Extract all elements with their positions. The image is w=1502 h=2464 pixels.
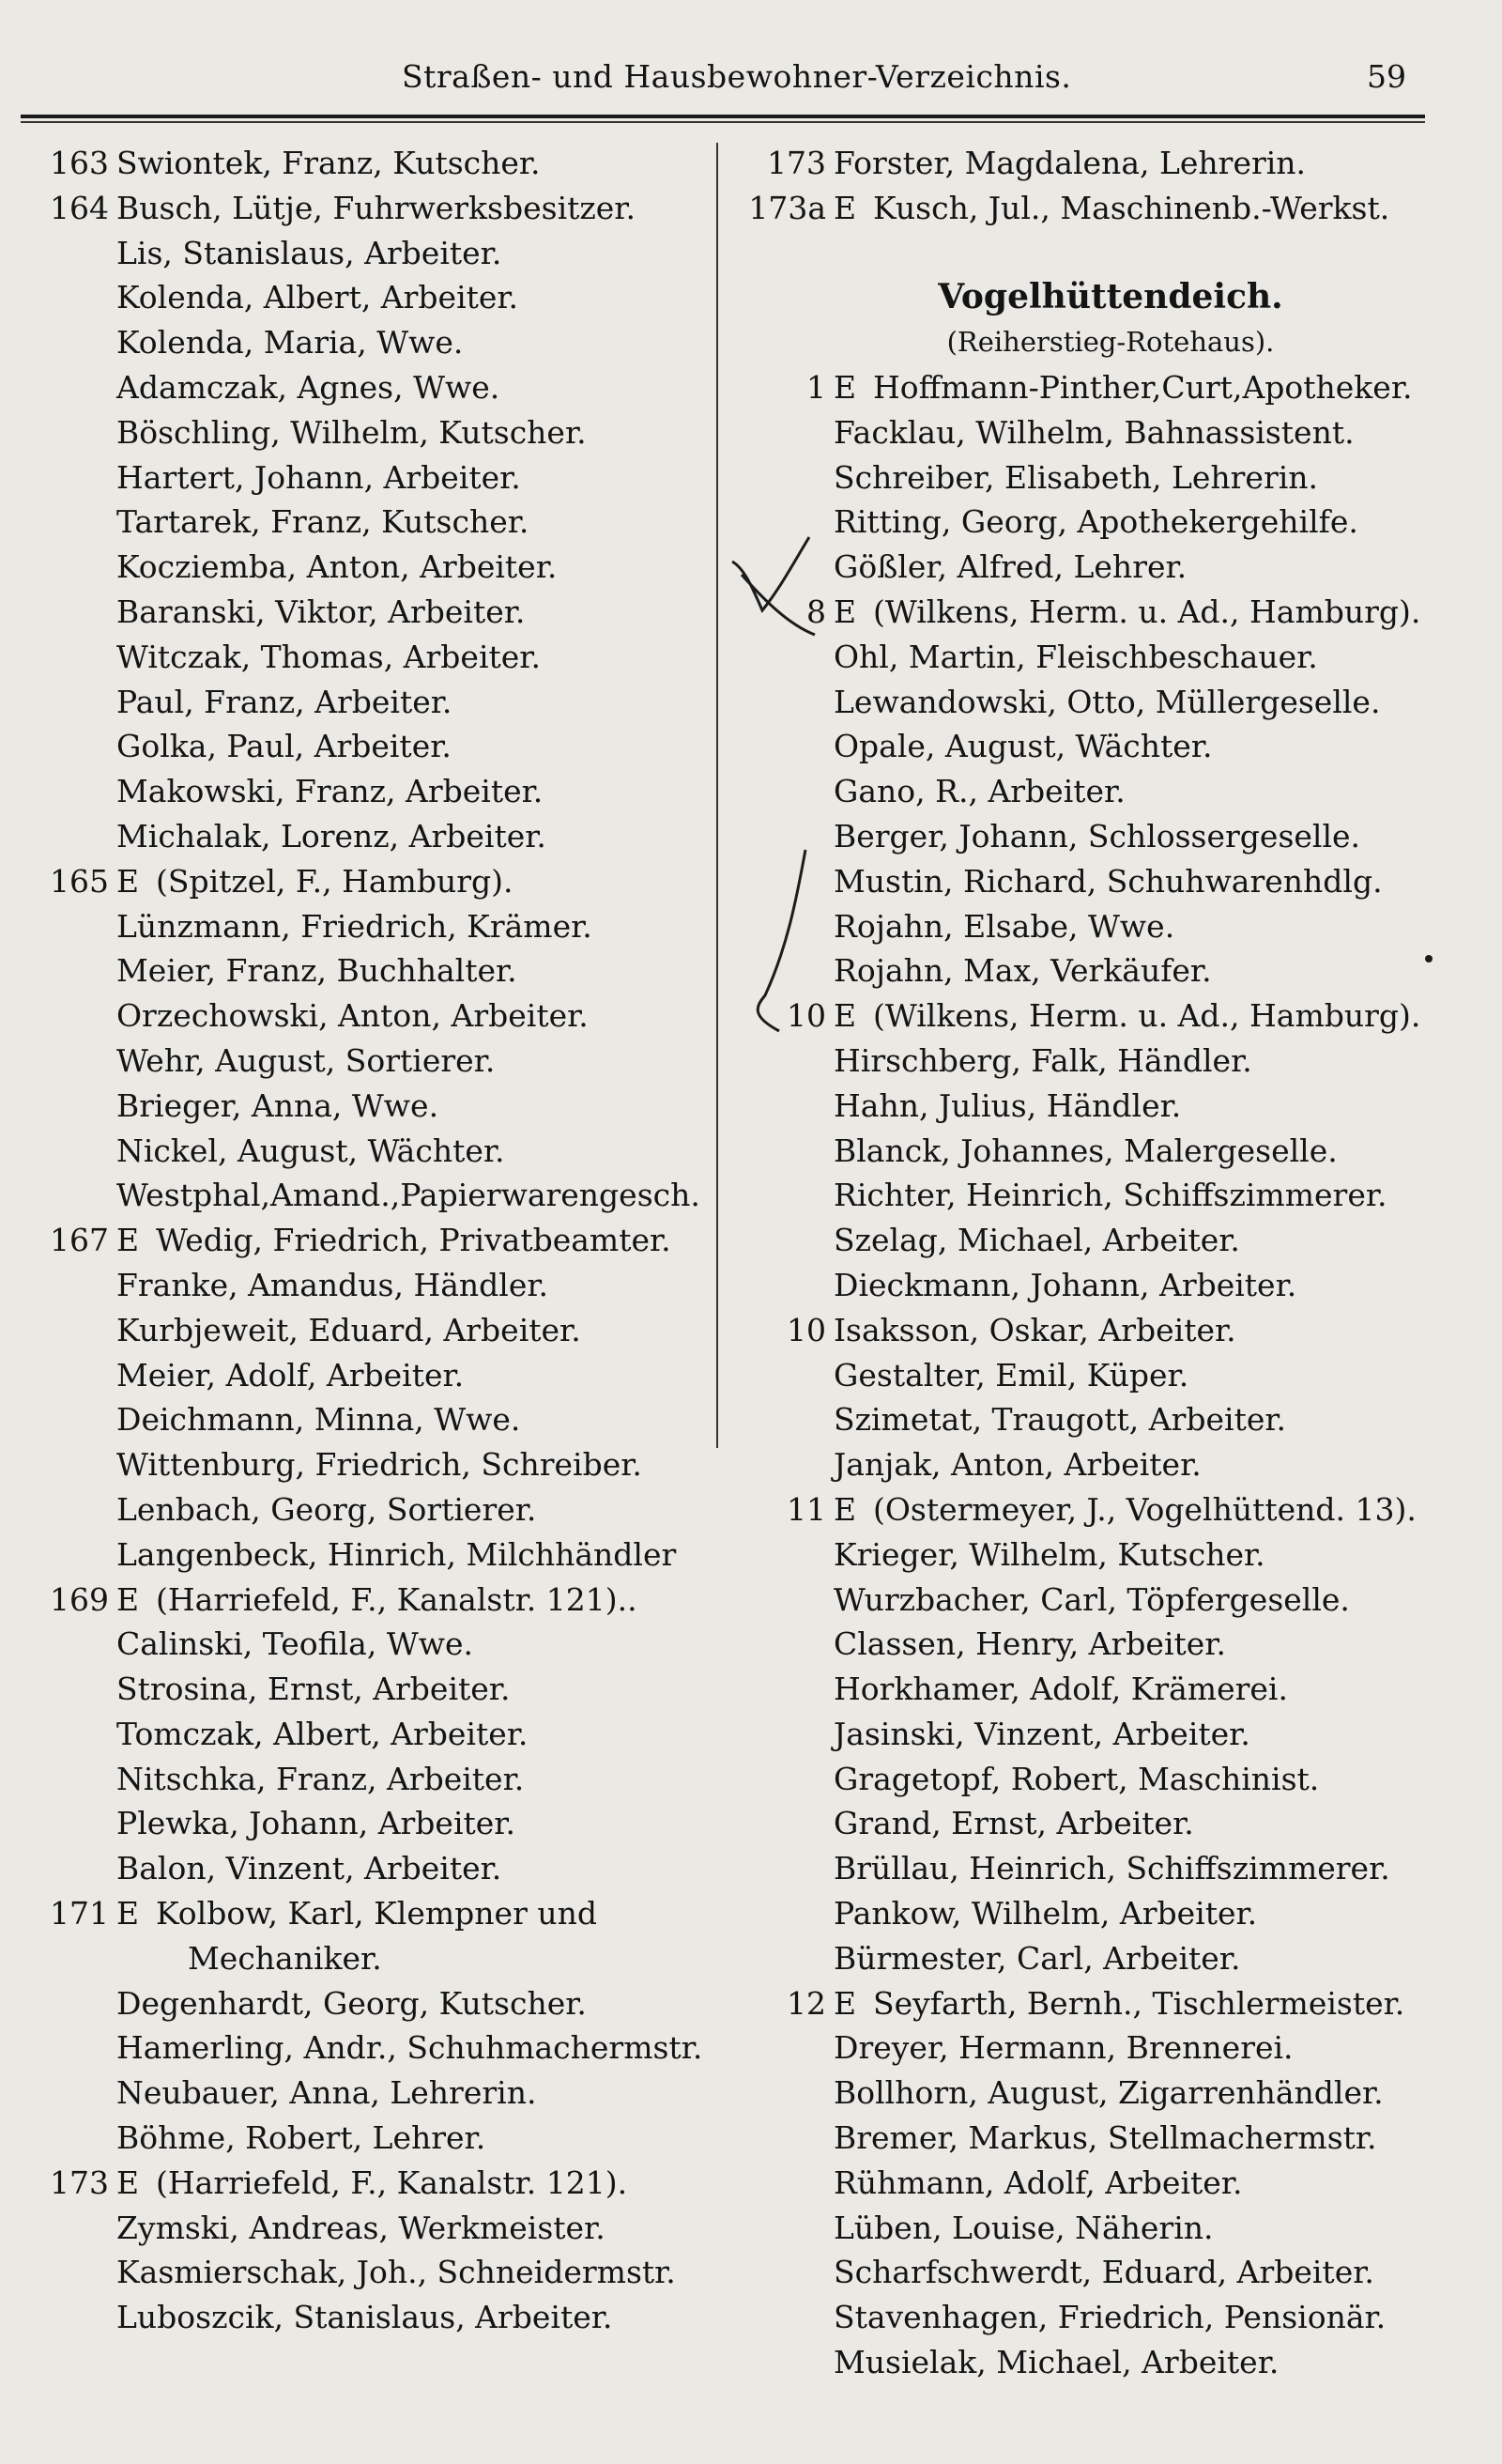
directory-entry [23,1129,717,1174]
directory-entry [740,500,1481,545]
resident-entry: Dreyer, Hermann, Brennerei. [834,2029,1294,2067]
resident-entry: Hamerling, Andr., Schuhmachermstr. [116,2029,703,2067]
directory-entry [23,904,717,949]
street-district: (Reiherstieg-Rotehaus). [946,326,1275,359]
resident-entry: Pankow, Wilhelm, Arbeiter. [834,1895,1258,1933]
resident-entry: Rojahn, Max, Verkäufer. [834,952,1212,990]
resident-entry: Szimetat, Traugott, Arbeiter. [834,1401,1286,1439]
resident-entry: Classen, Henry, Arbeiter. [834,1625,1226,1663]
resident-entry: Calinski, Teofila, Wwe. [116,1625,473,1663]
resident-entry: Kolenda, Maria, Wwe. [116,324,464,362]
resident-entry: Rühmann, Adolf, Arbeiter. [834,2164,1243,2201]
directory-entry [740,1173,1481,1218]
directory-entry [23,231,717,276]
resident-entry: Lünzmann, Friedrich, Krämer. [116,907,592,945]
resident-entry: Gragetopf, Robert, Maschinist. [834,1760,1320,1797]
resident-entry: (Spitzel, F., Hamburg). [156,862,513,900]
directory-entry [740,1129,1481,1174]
resident-entry: Degenhardt, Georg, Kutscher. [116,1984,587,2022]
resident-entry: Dieckmann, Johann, Arbeiter. [834,1266,1297,1303]
resident-entry: Ohl, Martin, Fleischbeschauer. [834,638,1318,675]
owner-marker: E [116,1580,140,1618]
resident-entry: Szelag, Michael, Arbeiter. [834,1222,1240,1259]
resident-entry: Nickel, August, Wächter. [116,1132,505,1169]
resident-entry: Musielak, Michael, Arbeiter. [834,2344,1280,2381]
resident-entry: Seyfarth, Bernh., Tischlermeister. [873,1984,1405,2022]
directory-entry [740,2295,1481,2340]
resident-entry: Kolbow, Karl, Klempner und [156,1895,597,1933]
resident-entry: (Wilkens, Herm. u. Ad., Hamburg). [873,997,1421,1035]
directory-entry [23,1532,717,1578]
resident-entry: Hoffmann-Pinther,Curt,Apotheker. [873,368,1413,406]
street-name: Vogelhüttendeich. [938,277,1283,317]
resident-entry: Golka, Paul, Arbeiter. [116,728,452,765]
right-column [740,141,1481,2385]
directory-entry [740,2161,1481,2206]
directory-entry [740,365,1481,410]
house-number: 164 [50,189,109,226]
directory-entry [740,2025,1481,2071]
directory-entry [23,1084,717,1129]
directory-entry [740,1757,1481,1802]
resident-entry: Kolenda, Albert, Arbeiter. [116,279,519,316]
directory-entry [23,2206,717,2251]
directory-entry [23,2116,717,2161]
directory-entry [23,1936,717,1981]
resident-entry: Langenbeck, Hinrich, Milchhändler [116,1535,677,1573]
directory-entry [23,455,717,500]
resident-entry: Horkhamer, Adolf, Krämerei. [834,1671,1288,1708]
house-number: 1 [806,368,826,406]
resident-entry: (Ostermeyer, J., Vogelhüttend. 13). [873,1490,1417,1528]
resident-entry: Böschling, Wilhelm, Kutscher. [116,413,587,451]
owner-marker: E [116,1222,140,1259]
directory-entry [23,2071,717,2116]
house-number: 173 [50,2164,109,2201]
resident-entry: Mechaniker. [188,1939,382,1977]
resident-entry: Gano, R., Arbeiter. [834,773,1126,810]
house-number: 10 [787,997,826,1035]
house-number: 165 [50,862,109,900]
directory-entry [23,365,717,410]
owner-marker: E [116,2164,140,2201]
house-number: 12 [787,1984,826,2022]
resident-entry: Richter, Heinrich, Schiffszimmerer. [834,1177,1387,1214]
blank-line [740,231,1481,276]
resident-entry: Forster, Magdalena, Lehrerin. [834,145,1307,181]
directory-entry [23,545,717,590]
resident-entry: Balon, Vinzent, Arbeiter. [116,1850,502,1887]
resident-entry: Wurzbacher, Carl, Töpfergeselle. [834,1580,1350,1618]
directory-entry [740,2250,1481,2295]
resident-entry: Kasmierschak, Joh., Schneidermstr. [116,2254,676,2291]
directory-entry [740,769,1481,814]
resident-entry: Tomczak, Albert, Arbeiter. [116,1715,529,1752]
house-number: 173 [767,145,826,181]
resident-entry: Facklau, Wilhelm, Bahnassistent. [834,413,1355,451]
resident-entry: Plewka, Johann, Arbeiter. [116,1805,515,1842]
resident-entry: Blanck, Johannes, Malergeselle. [834,1132,1338,1169]
resident-entry: Kurbjeweit, Eduard, Arbeiter. [116,1311,581,1348]
resident-entry: Baranski, Viktor, Arbeiter. [116,593,526,630]
directory-entry [740,724,1481,769]
directory-entry [740,1397,1481,1442]
resident-entry: Kusch, Jul., Maschinenb.-Werkst. [873,189,1390,226]
left-column [23,141,717,2340]
directory-entry [23,1442,717,1487]
owner-marker: E [116,1895,140,1933]
directory-entry [740,2071,1481,2116]
resident-entry: Adamczak, Agnes, Wwe. [116,368,500,406]
directory-entry [740,635,1481,680]
header-rule [21,115,1425,118]
running-title: Straßen- und Hausbewohner-Verzeichnis. [402,58,1072,95]
directory-entry [23,1173,717,1218]
directory-entry [23,1578,717,1623]
resident-entry: Bollhorn, August, Zigarrenhändler. [834,2074,1384,2112]
directory-entry [740,993,1481,1039]
directory-entry [23,186,717,231]
directory-entry [23,2295,717,2340]
directory-entry [23,1218,717,1263]
directory-entry [23,1622,717,1667]
directory-entry [23,2161,717,2206]
directory-entry [23,410,717,455]
directory-entry [23,320,717,365]
directory-entry [740,186,1481,231]
resident-entry: Gößler, Alfred, Lehrer. [834,548,1188,586]
resident-entry: Swiontek, Franz, Kutscher. [116,145,541,181]
resident-entry: Berger, Johann, Schlossergeselle. [834,817,1361,855]
street-heading [740,275,1481,320]
directory-entry [23,1353,717,1398]
directory-entry [23,1801,717,1846]
resident-entry: Hirschberg, Falk, Händler. [834,1041,1252,1079]
owner-marker: E [834,1490,857,1528]
resident-entry: Hartert, Johann, Arbeiter. [116,458,521,496]
directory-entry [740,1712,1481,1757]
resident-entry: Strosina, Ernst, Arbeiter. [116,1671,511,1708]
directory-entry [740,2116,1481,2161]
directory-entry [740,814,1481,859]
resident-entry: Witczak, Thomas, Arbeiter. [116,638,541,675]
directory-entry [23,1981,717,2026]
directory-entry [23,2250,717,2295]
directory-entry [23,1757,717,1802]
resident-entry: Paul, Franz, Arbeiter. [116,683,452,720]
resident-entry: Westphal,Amand.,Papierwarengesch. [116,1177,700,1214]
house-number: 171 [50,1895,109,1933]
header-rule-thin [21,121,1425,123]
directory-entry [740,1936,1481,1981]
resident-entry: Orzechowski, Anton, Arbeiter. [116,997,589,1035]
owner-marker: E [834,368,857,406]
owner-marker: E [116,862,140,900]
resident-entry: (Harriefeld, F., Kanalstr. 121).. [156,1580,637,1618]
directory-entry [740,1532,1481,1578]
directory-entry [740,1846,1481,1891]
resident-entry: Mustin, Richard, Schuhwarenhdlg. [834,862,1383,900]
resident-entry: Busch, Lütje, Fuhrwerksbesitzer. [116,189,636,226]
directory-entry [740,141,1481,186]
house-number: 8 [806,593,826,630]
directory-entry [740,1084,1481,1129]
resident-entry: Nitschka, Franz, Arbeiter. [116,1760,525,1797]
house-number: 167 [50,1222,109,1259]
resident-entry: Meier, Adolf, Arbeiter. [116,1356,465,1394]
resident-entry: Franke, Amandus, Händler. [116,1266,549,1303]
resident-entry: Neubauer, Anna, Lehrerin. [116,2074,537,2112]
resident-entry: Hahn, Julius, Händler. [834,1086,1182,1124]
directory-entry [740,904,1481,949]
directory-entry [23,1308,717,1353]
resident-entry: Lewandowski, Otto, Müllergeselle. [834,683,1381,720]
directory-entry [23,1397,717,1442]
resident-entry: Michalak, Lorenz, Arbeiter. [116,817,546,855]
directory-entry [740,1578,1481,1623]
directory-entry [740,545,1481,590]
owner-marker: E [834,593,857,630]
resident-entry: Brieger, Anna, Wwe. [116,1086,439,1124]
resident-entry: Grand, Ernst, Arbeiter. [834,1805,1194,1842]
resident-entry: Gestalter, Emil, Küper. [834,1356,1189,1394]
resident-entry: Wehr, August, Sortierer. [116,1041,496,1079]
resident-entry: Lis, Stanislaus, Arbeiter. [116,234,502,271]
resident-entry: Brüllau, Heinrich, Schiffszimmerer. [834,1850,1390,1887]
house-number: 11 [787,1490,826,1528]
directory-entry [23,590,717,635]
directory-entry [23,1891,717,1936]
directory-entry [740,455,1481,500]
street-subheading [740,320,1481,365]
directory-entry [740,1622,1481,1667]
page-number: 59 [1367,58,1406,95]
page-header [0,58,1502,103]
directory-entry [23,1667,717,1712]
directory-entry [740,1487,1481,1532]
directory-entry [740,1308,1481,1353]
directory-entry [23,1487,717,1532]
directory-entry [23,859,717,904]
directory-entry [23,769,717,814]
resident-entry: Meier, Franz, Buchhalter. [116,952,517,990]
owner-marker: E [834,189,857,226]
house-number: 173a [748,189,826,226]
resident-entry: Bremer, Markus, Stellmachermstr. [834,2119,1377,2157]
directory-entry [740,1981,1481,2026]
resident-entry: Janjak, Anton, Arbeiter. [834,1446,1202,1484]
resident-entry: Makowski, Franz, Arbeiter. [116,773,544,810]
resident-entry: Krieger, Wilhelm, Kutscher. [834,1535,1265,1573]
resident-entry: Lenbach, Georg, Sortierer. [116,1490,537,1528]
house-number: 169 [50,1580,109,1618]
directory-entry [740,1263,1481,1308]
directory-entry [740,1667,1481,1712]
owner-marker: E [834,1984,857,2022]
resident-entry: Luboszcik, Stanislaus, Arbeiter. [116,2299,613,2336]
house-number: 163 [50,145,109,181]
directory-entry [740,1801,1481,1846]
resident-entry: Böhme, Robert, Lehrer. [116,2119,486,2157]
resident-entry: (Wilkens, Herm. u. Ad., Hamburg). [873,593,1421,630]
directory-entry [23,1846,717,1891]
resident-entry: Scharfschwerdt, Eduard, Arbeiter. [834,2254,1374,2291]
directory-entry [740,2206,1481,2251]
resident-entry: Rojahn, Elsabe, Wwe. [834,907,1175,945]
resident-entry: Kocziemba, Anton, Arbeiter. [116,548,558,586]
directory-entry [23,724,717,769]
directory-entry [740,1891,1481,1936]
resident-entry: Ritting, Georg, Apothekergehilfe. [834,503,1358,541]
directory-entry [740,859,1481,904]
directory-entry [740,680,1481,725]
resident-entry: Deichmann, Minna, Wwe. [116,1401,521,1439]
directory-entry [23,141,717,186]
directory-entry [23,275,717,320]
owner-marker: E [834,997,857,1035]
directory-entry [23,993,717,1039]
directory-entry [23,1039,717,1084]
directory-entry [23,1712,717,1757]
directory-entry [740,1442,1481,1487]
directory-entry [740,1039,1481,1084]
resident-entry: Opale, August, Wächter. [834,728,1213,765]
resident-entry: Bürmester, Carl, Arbeiter. [834,1939,1241,1977]
directory-entry [23,635,717,680]
directory-entry [23,948,717,993]
resident-entry: Stavenhagen, Friedrich, Pensionär. [834,2299,1387,2336]
directory-entry [740,590,1481,635]
directory-entry [23,500,717,545]
resident-entry: Wedig, Friedrich, Privatbeamter. [156,1222,671,1259]
directory-entry [740,948,1481,993]
resident-entry: Jasinski, Vinzent, Arbeiter. [834,1715,1250,1752]
resident-entry: Wittenburg, Friedrich, Schreiber. [116,1446,642,1484]
directory-entry [23,2025,717,2071]
resident-entry: (Harriefeld, F., Kanalstr. 121). [156,2164,628,2201]
resident-entry: Lüben, Louise, Näherin. [834,2209,1214,2246]
directory-entry [23,680,717,725]
directory-entry [740,2340,1481,2385]
directory-entry [740,1218,1481,1263]
resident-entry: Isaksson, Oskar, Arbeiter. [834,1311,1236,1348]
house-number: 10 [787,1311,826,1348]
directory-entry [23,1263,717,1308]
directory-entry [740,1353,1481,1398]
directory-entry [23,814,717,859]
resident-entry: Tartarek, Franz, Kutscher. [116,503,529,541]
directory-entry [740,410,1481,455]
resident-entry: Schreiber, Elisabeth, Lehrerin. [834,458,1319,496]
resident-entry: Zymski, Andreas, Werkmeister. [116,2209,605,2246]
